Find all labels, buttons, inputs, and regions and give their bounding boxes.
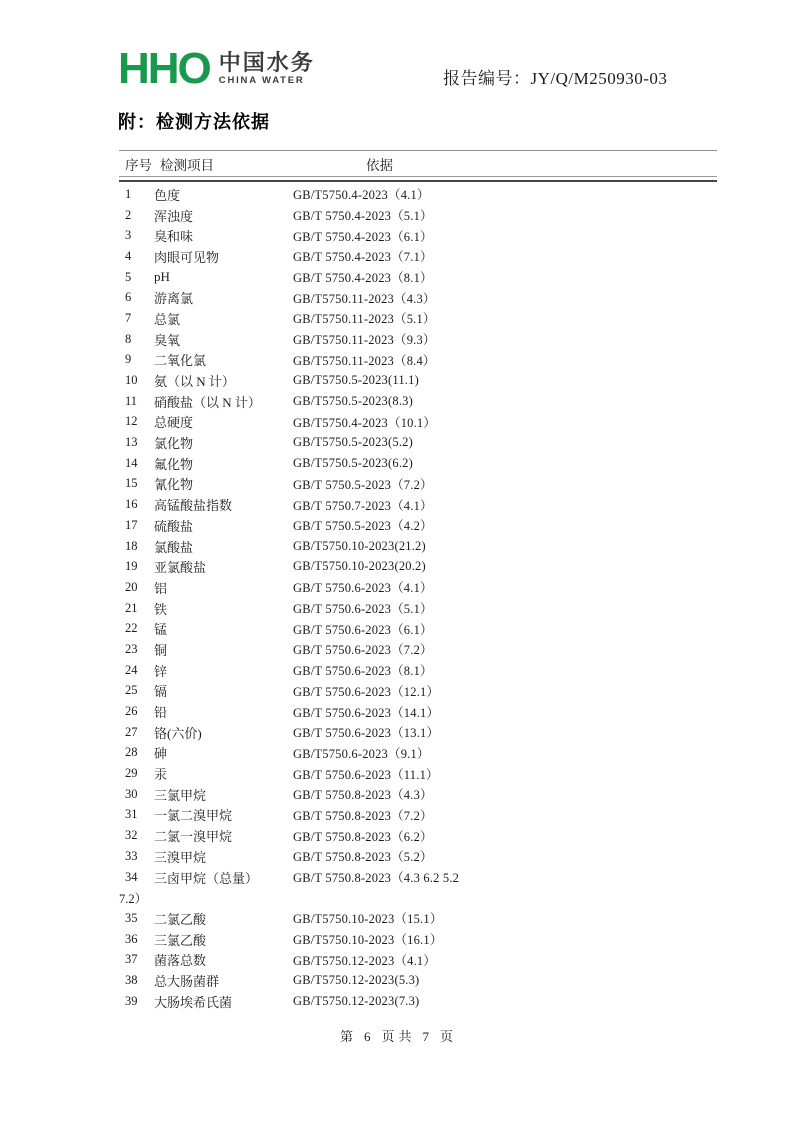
row-number: 20: [125, 579, 138, 594]
header-rule-light: [119, 176, 717, 177]
row-basis: GB/T 5750.8-2023（4.3 6.2 5.2: [293, 871, 460, 886]
row-basis: GB/T 5750.5-2023（4.2）: [293, 519, 433, 534]
row-test-item: 总大肠菌群: [154, 973, 220, 989]
row-number: 33: [125, 848, 138, 863]
footer-prefix: 第: [339, 1029, 353, 1044]
row-basis: GB/T 5750.6-2023（12.1）: [293, 684, 440, 699]
row-number: 15: [125, 476, 138, 491]
report-number-value: JY/Q/M250930-03: [530, 69, 668, 88]
logo-cn-name: 中国水务: [218, 50, 315, 75]
table-row: [119, 370, 717, 391]
row-test-item: 氨（以 N 计）: [154, 374, 235, 390]
table-row: [119, 287, 717, 308]
row-basis: GB/T 5750.6-2023（5.1）: [293, 602, 433, 617]
row-test-item: 锌: [154, 663, 168, 679]
row-test-item: 氯化物: [154, 436, 194, 452]
row-test-item: 铁: [154, 601, 168, 617]
row-basis: GB/T 5750.8-2023（7.2）: [293, 808, 433, 823]
row-test-item: 臭氧: [154, 332, 181, 348]
table-row: [119, 743, 717, 764]
row-basis: GB/T 5750.4-2023（8.1）: [293, 271, 433, 286]
company-logo: [118, 44, 315, 93]
row-test-item: 汞: [154, 767, 168, 783]
row-number: 24: [125, 662, 138, 677]
table-row: [119, 246, 717, 267]
row-test-item: 肉眼可见物: [154, 249, 220, 265]
row-number: 5: [125, 269, 132, 284]
table-row: [119, 660, 717, 681]
row-basis: GB/T 5750.5-2023（7.2）: [293, 477, 433, 492]
row-test-item: 总氯: [154, 311, 181, 327]
row-test-item: 铅: [154, 705, 168, 721]
row-number: 10: [125, 373, 138, 388]
row-basis: GB/T5750.12-2023(5.3): [293, 972, 420, 987]
row-number: 31: [125, 807, 138, 822]
table-row: [119, 329, 717, 350]
row-basis: GB/T 5750.6-2023（13.1）: [293, 726, 440, 741]
table-row: [119, 991, 717, 1012]
row-basis: GB/T 5750.8-2023（6.2）: [293, 829, 433, 844]
row-test-item: 锰: [154, 622, 168, 638]
row-number: 2: [125, 207, 132, 222]
row-test-item: 三卤甲烷（总量）: [154, 870, 259, 886]
table-row: [119, 225, 717, 246]
logo-names: [219, 50, 315, 87]
row-number: 32: [125, 828, 138, 843]
row-test-item: 铝: [154, 580, 168, 596]
footer-unit: 页: [381, 1029, 395, 1044]
method-basis-table: [119, 150, 717, 1012]
row-basis: GB/T5750.11-2023（5.1）: [293, 312, 436, 327]
row-test-item: 镉: [154, 684, 168, 700]
row-test-item: 菌落总数: [154, 953, 207, 969]
row-number: 4: [125, 248, 132, 263]
row-basis-continuation: 7.2）: [119, 891, 148, 906]
row-basis: GB/T 5750.6-2023（7.2）: [293, 643, 433, 658]
table-row: [119, 536, 717, 557]
row-basis: GB/T5750.10-2023(20.2): [293, 559, 426, 574]
row-test-item: 砷: [154, 746, 168, 762]
row-basis: GB/T 5750.6-2023（6.1）: [293, 622, 433, 637]
page-title: 附：检测方法依据: [118, 112, 270, 132]
row-number: 18: [125, 538, 138, 553]
column-header-basis: 依据: [366, 157, 393, 173]
row-test-item: 硫酸盐: [154, 518, 194, 534]
row-number: 37: [125, 952, 138, 967]
row-basis: GB/T5750.10-2023（15.1）: [293, 912, 443, 927]
row-basis: GB/T 5750.4-2023（6.1）: [293, 229, 433, 244]
row-number: 1: [125, 186, 132, 201]
row-number: 11: [125, 393, 138, 408]
table-header-row: [119, 150, 717, 176]
table-row: [119, 618, 717, 639]
row-basis: GB/T 5750.4-2023（7.1）: [293, 250, 433, 265]
row-basis: GB/T5750.4-2023（4.1）: [293, 188, 430, 203]
row-test-item: 三氯甲烷: [154, 787, 207, 803]
row-test-item: 三氯乙酸: [154, 932, 207, 948]
row-number: 30: [125, 786, 138, 801]
table-row: [119, 949, 717, 970]
row-number: 35: [125, 910, 138, 925]
row-basis: GB/T5750.10-2023(21.2): [293, 538, 426, 553]
row-basis: GB/T 5750.4-2023（5.1）: [293, 209, 433, 224]
header-rule-dark: [119, 180, 717, 182]
table-row: [119, 432, 717, 453]
table-row: [119, 267, 717, 288]
row-number: 13: [125, 435, 138, 450]
page-footer: [0, 1026, 793, 1045]
table-row: [119, 577, 717, 598]
table-row-continuation: [119, 887, 717, 908]
row-basis: GB/T 5750.8-2023（4.3）: [293, 788, 433, 803]
table-row: [119, 184, 717, 205]
row-test-item: 二氧化氯: [154, 353, 207, 369]
report-number-label: 报告编号：: [443, 69, 531, 88]
table-row: [119, 350, 717, 371]
row-test-item: 臭和味: [154, 229, 194, 245]
row-basis: GB/T5750.5-2023(8.3): [293, 393, 413, 408]
table-row: [119, 681, 717, 702]
row-test-item: 硝酸盐（以 N 计）: [154, 394, 261, 410]
row-number: 8: [125, 331, 132, 346]
row-number: 25: [125, 683, 138, 698]
table-row: [119, 453, 717, 474]
row-test-item: 总硬度: [154, 415, 194, 431]
row-basis: GB/T5750.11-2023（9.3）: [293, 333, 436, 348]
table-row: [119, 805, 717, 826]
table-row: [119, 908, 717, 929]
row-test-item: 氟化物: [154, 456, 194, 472]
row-number: 36: [125, 931, 138, 946]
row-basis: GB/T5750.5-2023(6.2): [293, 455, 413, 470]
row-test-item: 浑浊度: [154, 208, 194, 224]
row-test-item: 氯酸盐: [154, 539, 194, 555]
table-row: [119, 639, 717, 660]
table-row: [119, 494, 717, 515]
row-number: 14: [125, 455, 138, 470]
report-number: [443, 64, 667, 89]
table-row: [119, 722, 717, 743]
table-row: [119, 867, 717, 888]
row-basis: GB/T5750.11-2023（8.4）: [293, 353, 436, 368]
row-basis: GB/T5750.10-2023（16.1）: [293, 933, 443, 948]
row-basis: GB/T5750.4-2023（10.1）: [293, 415, 437, 430]
row-basis: GB/T5750.5-2023(5.2): [293, 435, 413, 450]
row-number: 6: [125, 290, 132, 305]
row-basis: GB/T 5750.7-2023（4.1）: [293, 498, 433, 513]
table-row: [119, 474, 717, 495]
row-test-item: 三溴甲烷: [154, 849, 207, 865]
row-number: 16: [125, 497, 138, 512]
row-number: 23: [125, 641, 138, 656]
footer-unit2: 页: [440, 1029, 454, 1044]
table-row: [119, 308, 717, 329]
row-number: 39: [125, 993, 138, 1008]
row-basis: GB/T5750.6-2023（9.1）: [293, 746, 430, 761]
row-number: 26: [125, 704, 138, 719]
table-row: [119, 515, 717, 536]
row-number: 34: [125, 869, 138, 884]
row-number: 12: [125, 414, 138, 429]
row-basis: GB/T 5750.6-2023（8.1）: [293, 664, 433, 679]
row-basis: GB/T5750.12-2023（4.1）: [293, 953, 437, 968]
table-row: [119, 205, 717, 226]
row-basis: GB/T 5750.6-2023（11.1）: [293, 767, 439, 782]
table-row: [119, 556, 717, 577]
row-test-item: 游离氯: [154, 291, 194, 307]
table-row: [119, 784, 717, 805]
row-number: 27: [125, 724, 138, 739]
row-basis: GB/T5750.11-2023（4.3）: [293, 291, 436, 306]
row-number: 17: [125, 517, 138, 532]
table-row: [119, 825, 717, 846]
row-test-item: 铜: [154, 642, 168, 658]
row-test-item: 大肠埃希氏菌: [154, 994, 233, 1010]
row-test-item: 亚氯酸盐: [154, 560, 207, 576]
row-number: 3: [125, 228, 132, 243]
footer-conjunction: 共: [398, 1029, 412, 1044]
row-basis: GB/T 5750.8-2023（5.2）: [293, 850, 433, 865]
row-basis: GB/T5750.5-2023(11.1): [293, 373, 419, 388]
table-row: [119, 763, 717, 784]
row-test-item: 氰化物: [154, 477, 194, 493]
table-row: [119, 701, 717, 722]
row-number: 21: [125, 600, 138, 615]
row-test-item: 高锰酸盐指数: [154, 498, 233, 514]
row-number: 38: [125, 972, 138, 987]
table-body: [119, 184, 717, 1012]
table-row: [119, 846, 717, 867]
row-number: 19: [125, 559, 138, 574]
column-header-item: 检测项目: [160, 157, 214, 173]
row-test-item: 二氯乙酸: [154, 911, 207, 927]
logo-hho-text: HHO: [118, 44, 210, 93]
row-basis: GB/T 5750.6-2023（14.1）: [293, 705, 440, 720]
row-test-item: 色度: [154, 187, 181, 203]
table-row: [119, 929, 717, 950]
row-number: 7: [125, 310, 132, 325]
row-number: 22: [125, 621, 138, 636]
row-test-item: 一氯二溴甲烷: [154, 808, 233, 824]
row-test-item: pH: [154, 269, 170, 285]
table-row: [119, 391, 717, 412]
row-number: 9: [125, 352, 132, 367]
column-header-no: 序号: [125, 157, 152, 173]
row-test-item: 二氯一溴甲烷: [154, 829, 233, 845]
row-basis: GB/T 5750.6-2023（4.1）: [293, 581, 433, 596]
footer-page-number: 6: [363, 1029, 371, 1044]
logo-en-name: CHINA WATER: [218, 75, 305, 86]
table-row: [119, 412, 717, 433]
table-row: [119, 598, 717, 619]
row-number: 29: [125, 766, 138, 781]
row-basis: GB/T5750.12-2023(7.3): [293, 993, 420, 1008]
footer-total-pages: 7: [422, 1029, 430, 1044]
row-test-item: 铬(六价): [154, 725, 202, 741]
table-row: [119, 970, 717, 991]
row-number: 28: [125, 745, 138, 760]
